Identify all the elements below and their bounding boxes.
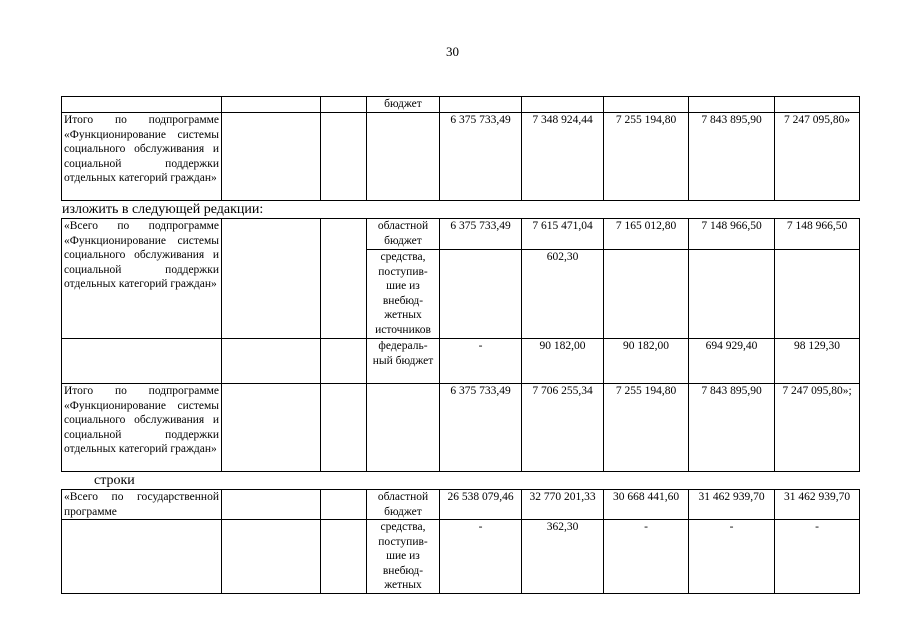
- empty-cell: [321, 490, 367, 520]
- instruction-text: изложить в следующей редакции:: [62, 202, 264, 217]
- table-row: [62, 490, 860, 520]
- source-cell: бюджет: [367, 97, 440, 113]
- value-cell: [775, 97, 860, 113]
- value-cell: 7 148 966,50: [775, 219, 860, 250]
- value-cell: -: [689, 520, 775, 594]
- source-cell: [367, 384, 440, 472]
- top-table: [61, 96, 860, 201]
- value-cell: [604, 250, 689, 339]
- value-cell: 90 182,00: [604, 339, 689, 384]
- empty-cell: [321, 339, 367, 384]
- value-cell: -: [775, 520, 860, 594]
- value-cell: [604, 97, 689, 113]
- value-cell: 7 165 012,80: [604, 219, 689, 250]
- value-cell: 7 843 895,90: [689, 113, 775, 201]
- value-cell: -: [440, 339, 522, 384]
- empty-cell: [222, 520, 321, 594]
- name-cell: «Всего по государственной программе: [62, 490, 222, 520]
- empty-cell: [222, 219, 321, 339]
- table-row: [62, 219, 860, 250]
- value-cell: 694 929,40: [689, 339, 775, 384]
- name-cell: «Всего по подпрограмме «Функционирование системы социального обслуживания и социальной поддержки отдельных категорий граждан»: [62, 219, 222, 339]
- value-cell: 7 255 194,80: [604, 384, 689, 472]
- empty-cell: [222, 384, 321, 472]
- value-cell: 7 843 895,90: [689, 384, 775, 472]
- name-cell: Итого по подпрограмме «Функционирование системы социального обслуживания и социальной поддержки отдельных категорий граждан»: [62, 384, 222, 472]
- source-cell: областной бюджет: [367, 490, 440, 520]
- table-row: [62, 520, 860, 594]
- value-cell: 31 462 939,70: [689, 490, 775, 520]
- value-cell: [689, 250, 775, 339]
- value-cell: 30 668 441,60: [604, 490, 689, 520]
- source-cell: [367, 113, 440, 201]
- source-cell: средства, поступив-шие из внебюд-жетных: [367, 520, 440, 594]
- empty-cell: [321, 113, 367, 201]
- name-cell: [62, 97, 222, 113]
- value-cell: [522, 97, 604, 113]
- empty-cell: [321, 97, 367, 113]
- value-cell: 6 375 733,49: [440, 384, 522, 472]
- source-cell: средства, поступив-шие из внебюд-жетных источников: [367, 250, 440, 339]
- value-cell: [440, 97, 522, 113]
- empty-cell: [321, 219, 367, 339]
- value-cell: 7 255 194,80: [604, 113, 689, 201]
- value-cell: 98 129,30: [775, 339, 860, 384]
- empty-cell: [222, 339, 321, 384]
- value-cell: 32 770 201,33: [522, 490, 604, 520]
- name-cell: Итого по подпрограмме «Функционирование системы социального обслуживания и социальной поддержки отдельных категорий граждан»: [62, 113, 222, 201]
- empty-cell: [321, 520, 367, 594]
- value-cell: 362,30: [522, 520, 604, 594]
- value-cell: 26 538 079,46: [440, 490, 522, 520]
- value-cell: 7 247 095,80»: [775, 113, 860, 201]
- value-cell: 7 615 471,04: [522, 219, 604, 250]
- instruction-text: строки: [94, 473, 135, 488]
- value-cell: 7 148 966,50: [689, 219, 775, 250]
- table-row: [62, 97, 860, 113]
- value-cell: 7 247 095,80»;: [775, 384, 860, 472]
- page-number: 30: [446, 44, 459, 59]
- table-row: [62, 113, 860, 201]
- empty-cell: [222, 490, 321, 520]
- value-cell: 7 706 255,34: [522, 384, 604, 472]
- empty-cell: [222, 97, 321, 113]
- table-row: [62, 339, 860, 384]
- middle-table: [61, 218, 860, 472]
- name-cell: [62, 339, 222, 384]
- value-cell: 31 462 939,70: [775, 490, 860, 520]
- name-cell: [62, 520, 222, 594]
- value-cell: 6 375 733,49: [440, 219, 522, 250]
- source-cell: областной бюджет: [367, 219, 440, 250]
- bottom-table: [61, 489, 860, 594]
- table-row: [62, 384, 860, 472]
- value-cell: 6 375 733,49: [440, 113, 522, 201]
- value-cell: [775, 250, 860, 339]
- value-cell: [440, 250, 522, 339]
- empty-cell: [321, 384, 367, 472]
- value-cell: 602,30: [522, 250, 604, 339]
- value-cell: -: [604, 520, 689, 594]
- source-cell: федераль-ный бюджет: [367, 339, 440, 384]
- value-cell: 90 182,00: [522, 339, 604, 384]
- value-cell: -: [440, 520, 522, 594]
- empty-cell: [222, 113, 321, 201]
- value-cell: [689, 97, 775, 113]
- value-cell: 7 348 924,44: [522, 113, 604, 201]
- document-body: [61, 96, 859, 594]
